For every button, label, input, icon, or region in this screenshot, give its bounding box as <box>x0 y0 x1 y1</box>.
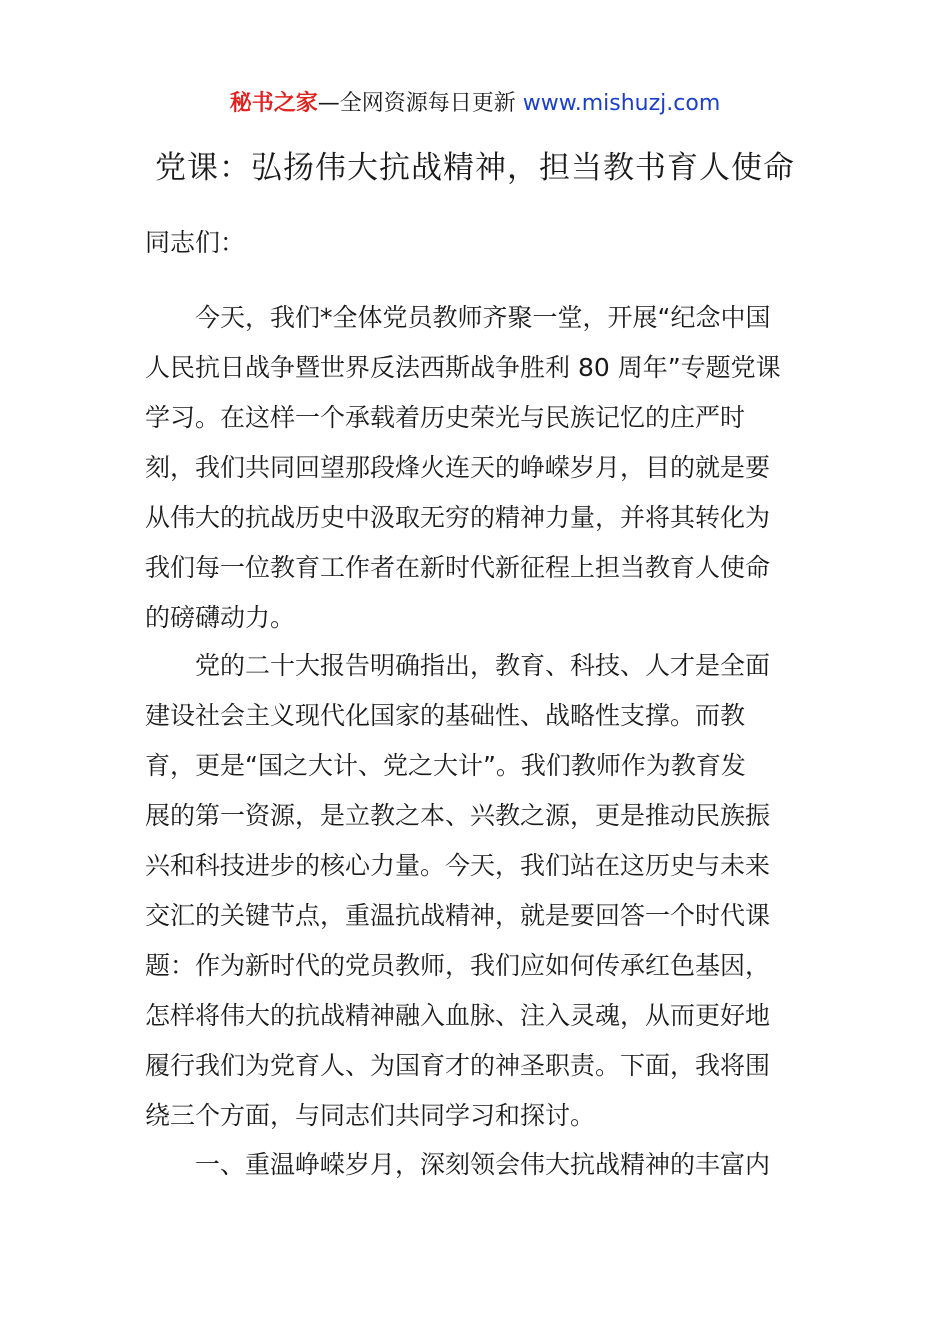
brand-name: 秘书之家 <box>229 91 318 116</box>
paragraph-line: 履行我们为党育人、为国育才的神圣职责。下面，我将围 <box>145 1051 771 1080</box>
paragraph-line: 我们每一位教育工作者在新时代新征程上担当教育人使命 <box>145 553 771 582</box>
paragraph-line: 展的第一资源，是立教之本、兴教之源，更是推动民族振 <box>145 801 771 830</box>
paragraph-line: 怎样将伟大的抗战精神融入血脉、注入灵魂，从而更好地 <box>145 1001 771 1030</box>
paragraph-line: 党的二十大报告明确指出，教育、科技、人才是全面 <box>195 651 771 680</box>
salutation-text: 同志们： <box>145 228 246 257</box>
paragraph-line: 的磅礴动力。 <box>145 603 296 632</box>
paragraph-line: 刻，我们共同回望那段烽火连天的峥嵘岁月，目的就是要 <box>145 453 771 482</box>
section-heading: 一、重温峥嵘岁月，深刻领会伟大抗战精神的丰富内 <box>195 1150 771 1179</box>
paragraph-line: 今天，我们*全体党员教师齐聚一堂，开展“纪念中国 <box>195 303 771 332</box>
header-tagline: —全网资源每日更新 <box>317 91 516 116</box>
paragraph-line: 绕三个方面，与同志们共同学习和探讨。 <box>145 1101 596 1130</box>
paragraph-line: 人民抗日战争暨世界反法西斯战争胜利 80 周年”专题党课 <box>145 353 781 382</box>
paragraph-line: 从伟大的抗战历史中汲取无穷的精神力量，并将其转化为 <box>145 503 771 532</box>
paragraph-line: 建设社会主义现代化国家的基础性、战略性支撑。而教 <box>145 701 746 730</box>
paragraph-line: 育，更是“国之大计、党之大计”。我们教师作为教育发 <box>145 751 746 780</box>
paragraph-line: 交汇的关键节点，重温抗战精神，就是要回答一个时代课 <box>145 901 771 930</box>
paragraph-line: 题：作为新时代的党员教师，我们应如何传承红色基因， <box>145 951 771 980</box>
document-title: 党课：弘扬伟大抗战精神，担当教书育人使命 <box>155 150 795 186</box>
site-url-link[interactable]: www.mishuzj.com <box>522 91 721 116</box>
paragraph-1 <box>145 293 810 643</box>
salutation <box>145 218 810 268</box>
paragraph-2 <box>145 641 810 1141</box>
paragraph-line: 学习。在这样一个承载着历史荣光与民族记忆的庄严时 <box>145 403 746 432</box>
paragraph-line: 兴和科技进步的核心力量。今天，我们站在这历史与未来 <box>145 851 771 880</box>
site-header <box>0 88 950 120</box>
